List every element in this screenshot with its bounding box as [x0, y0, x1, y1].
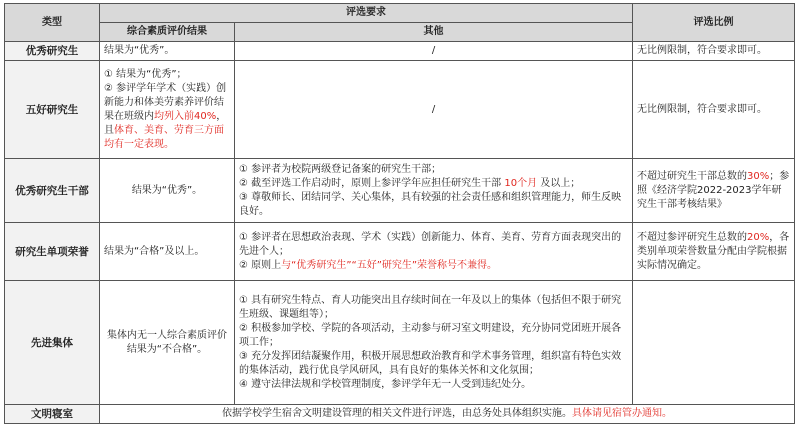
cadre-item-2-highlight: 10个月 — [504, 177, 538, 189]
other-excellent-student: / — [235, 42, 633, 61]
other-single-honor — [235, 223, 633, 281]
cadre-ratio-text: 不超过研究生干部总数的 — [637, 170, 747, 182]
collective-item-1: ① 具有研究生特点、育人功能突出且存续时间在一年及以上的集体（包括但不限于研究生班级、课题组等）； — [239, 294, 622, 320]
row-excellent-student — [5, 42, 795, 61]
five-good-item-2-highlight: 均列入前40% — [154, 110, 217, 122]
header-comprehensive: 综合素质评价结果 — [100, 23, 235, 42]
cadre-item-3: ③ 尊敬师长、团结同学、关心集体，具有较强的社会责任感和组织管理能力，师生反映良好。 — [239, 191, 622, 217]
single-honor-item-1: ① 参评者在思想政治表现、学术（实践）创新能力、体育、美育、劳育方面表现突出的先进个人； — [239, 231, 622, 257]
other-cadre — [235, 159, 633, 223]
comprehensive-single-honor: 结果为“合格”及以上。 — [100, 223, 235, 281]
type-five-good: 五好研究生 — [5, 61, 100, 159]
single-honor-item-2-text: ② 原则上 — [239, 259, 282, 271]
type-single-honor: 研究生单项荣誉 — [5, 223, 100, 281]
ratio-single-honor — [633, 223, 795, 281]
single-honor-item-2-highlight: 与“优秀研究生”“五好”研究生”荣誉称号不兼得。 — [281, 259, 498, 271]
other-collective — [235, 281, 633, 405]
collective-item-3: ③ 充分发挥团结凝聚作用，积极开展思想政治教育和学术事务管理，组织富有特色实效的集体活动，践行优良学风研风，具有良好的集体关怀和文化氛围； — [239, 350, 622, 376]
comprehensive-five-good — [100, 61, 235, 159]
collective-item-4: ④ 遵守法律法规和学校管理制度，参评学年无一人受到违纪处分。 — [239, 378, 532, 390]
row-collective — [5, 281, 795, 405]
other-five-good: / — [235, 61, 633, 159]
cadre-item-2-text: ② 截至评选工作启动时，原则上参评学年应担任研究生干部 — [239, 177, 502, 189]
type-cadre: 优秀研究生干部 — [5, 159, 100, 223]
comprehensive-excellent-student: 结果为“优秀”。 — [100, 42, 235, 61]
comprehensive-collective: 集体内无一人综合素质评价结果为“不合格”。 — [100, 281, 235, 405]
single-honor-ratio-tail: ，各类别单项荣誉数量分配由学院根据实际情况确定。 — [637, 231, 790, 271]
type-dorm: 文明寝室 — [5, 405, 100, 424]
single-honor-ratio-text: 不超过参评研究生总数的 — [637, 231, 747, 243]
ratio-cadre — [633, 159, 795, 223]
header-requirements: 评选要求 — [100, 4, 633, 23]
cadre-item-1: ① 参评者为校院两级登记备案的研究生干部； — [239, 163, 442, 175]
row-five-good — [5, 61, 795, 159]
header-type: 类型 — [5, 4, 100, 42]
row-single-honor — [5, 223, 795, 281]
five-good-item-1: ① 结果为“优秀”； — [104, 68, 187, 80]
row-dorm — [5, 405, 795, 424]
ratio-excellent-student: 无比例限制，符合要求即可。 — [633, 42, 795, 61]
ratio-collective — [633, 281, 795, 405]
cadre-ratio-highlight: 30% — [747, 170, 770, 182]
comprehensive-cadre: 结果为“优秀”。 — [100, 159, 235, 223]
ratio-five-good: 无比例限制，符合要求即可。 — [633, 61, 795, 159]
single-honor-ratio-highlight: 20% — [747, 231, 770, 243]
header-ratio: 评选比例 — [633, 4, 795, 42]
cadre-item-2-tail: 及以上； — [540, 177, 581, 189]
single-honor-item-2 — [239, 259, 628, 273]
dorm-notice: 具体请见宿管办通知。 — [572, 408, 672, 419]
collective-item-2: ② 积极参加学校、学院的各项活动，主动参与研习室文明建设，充分协同党团班开展各项工作； — [239, 322, 622, 348]
five-good-item-2: ② 参评学年学术（实践）创新能力和体美劳素养评价结果在班级内 — [104, 82, 227, 122]
cadre-item-2 — [239, 177, 628, 191]
type-excellent-student: 优秀研究生 — [5, 42, 100, 61]
dorm-description — [100, 405, 795, 424]
row-cadre — [5, 159, 795, 223]
header-other: 其他 — [235, 23, 633, 42]
type-collective: 先进集体 — [5, 281, 100, 405]
award-criteria-table — [4, 3, 795, 424]
cadre-ratio-ref: ；参照《经济学院2022-2023学年研究生干部考核结果》 — [637, 170, 790, 210]
dorm-text: 依据学校学生宿舍文明建设管理的相关文件进行评选，由总务处具体组织实施。 — [222, 408, 572, 419]
five-good-item-2-join: ，且 — [104, 110, 227, 136]
five-good-item-3-highlight: 体育、美育、劳育三方面均有一定表现。 — [104, 124, 224, 150]
